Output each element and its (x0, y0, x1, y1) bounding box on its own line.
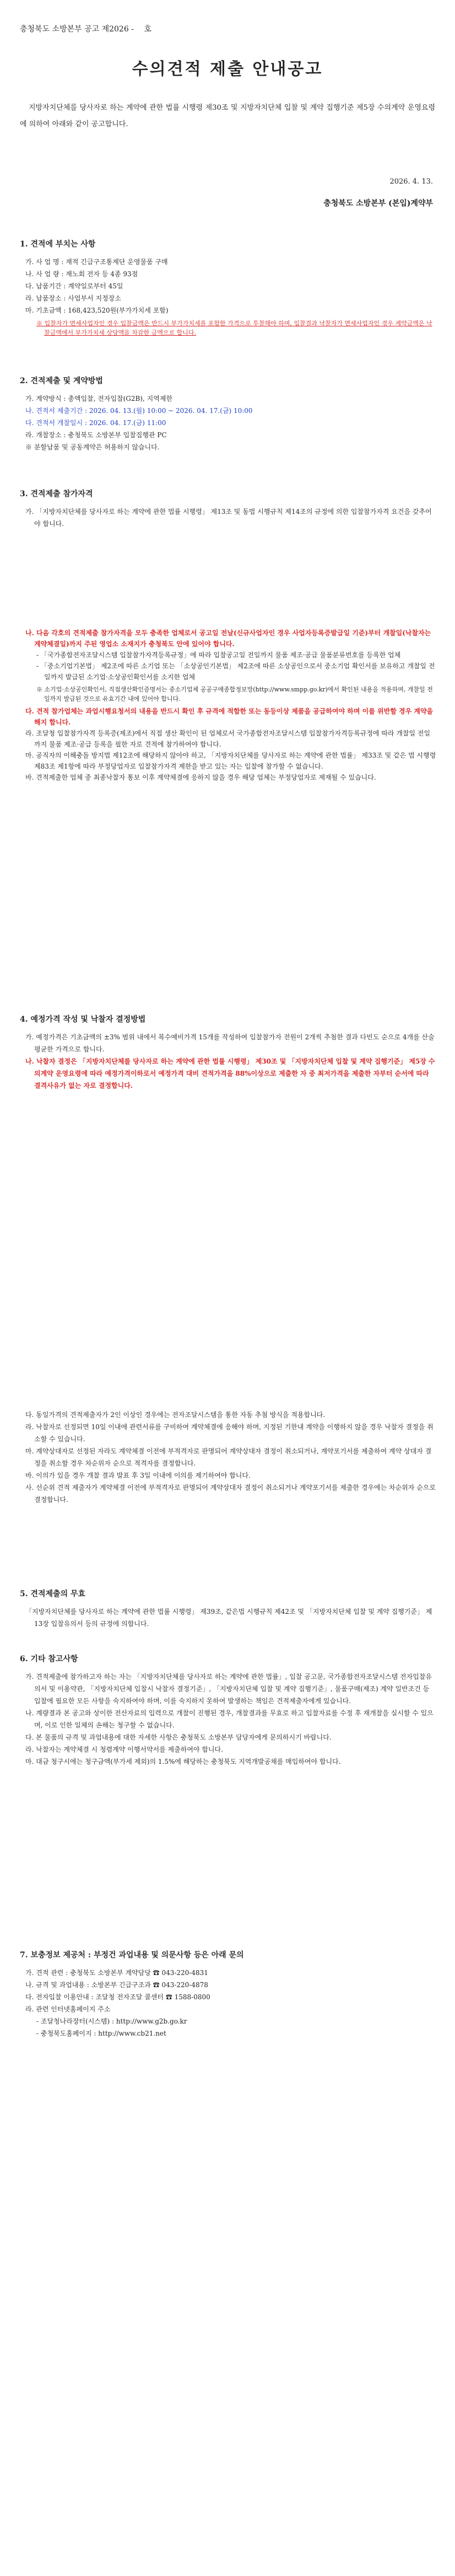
list-item: 라. 낙찰자는 계약체결 시 청렴계약 이행서약서를 제출하여야 합니다. (25, 1746, 223, 1753)
list-item: 라. 낙찰자로 선정되면 10일 이내에 관련서류를 구비하여 계약체결에 응해야 하며, 지정된 기한내 계약을 이행하지 않을 경우 낙찰자 결정을 취소할 수 있습니다. (25, 1423, 434, 1443)
section-invalid (20, 1588, 436, 1630)
list-item: 다. 견적 참가업체는 과업시행요청서의 내용을 반드시 확인 후 규격에 적합한 또는 동등이상 제품을 공급하여야 하며 이를 위반할 경우 계약을 해지 합니다. (25, 707, 434, 726)
list-item: 라. 조달청 입찰참가자격 등록증(제조)에서 직접 생산 확인이 된 업체로서 국가종합전자조달시스템 입찰참가자격등록규정에 따라 개찰일 전일까지 물품 제조·공급 등록을 필한 자로 견적에 참가하여야 합니다. (25, 729, 431, 748)
list-item: 가. 「지방자치단체를 당사자로 하는 계약에 관한 법률 시행령」 제13조 및 동법 시행규칙 제14조의 규정에 의한 입찰참가자격 요건을 갖추어야 합니다. (25, 508, 432, 528)
list-item: 마. 공직자의 이해충돌 방지법 제12조에 해당하지 않아야 하고, 「지방자치단체를 당사자로 하는 계약에 관한 법률」 제33조 및 같은 법 시행령 제83조 제1항에 따라 부정당업자로 입찰참가자격 제한을 받고 있는 자는 입찰에 참가할 수 없습니다. (25, 752, 436, 770)
list-item: 라. 관련 인터넷홈페이지 주소 (25, 2005, 111, 2013)
list-item: 마. 대금 청구시에는 청구금액(부가세 제외)의 1.5%에 해당하는 충청북도 지역개발공채를 매입하여야 합니다. (25, 1758, 341, 1765)
list-item: 「지방자치단체를 당사자로 하는 계약에 관한 법률 시행령」 제39조, 같은법 시행규칙 제42조 및 「지방자치단체 입찰 및 계약 집행기준」 제13장 입찰유의서 등의 규정에 의합니다. (25, 1608, 432, 1628)
list-item: 나. 계량결과 본 공고와 상이한 전산자료의 입력으로 개찰이 진행된 경우, 개찰결과를 무효로 하고 입찰자료를 수정 후 재개찰을 실시할 수 있으며, 이로 인한 일체의 손해는 청구할 수 없습니다. (25, 1709, 434, 1729)
vat-note: ※ 입찰자가 면세사업자인 경우 입찰금액은 반드시 부가가치세를 포함한 가격으로 투찰해야 하며, 입찰결과 낙찰자가 면세사업자인 경우 계약금액은 낙찰금액에서 부가가치세 상당액을 차감한 금액으로 합니다. (36, 320, 432, 336)
list-item: 바. 견적제출한 업체 중 최종낙찰자 통보 이후 계약체결에 응하지 않을 경우 해당 업체는 부정당업자로 제재될 수 있습니다. (25, 774, 376, 781)
list-item: 나. 사 업 량 : 재노회 전자 등 4종 93점 (25, 270, 138, 278)
section-title: 4. 예정가격 작성 및 낙찰자 결정방법 (20, 1015, 146, 1024)
list-item: 마. 계약상대자로 선정된 자라도 계약체결 이전에 부적격자로 판명되어 계약상대자 결정이 취소되거나, 계약포기서를 제출하여 계약 상대자 결정을 취소할 경우 차순위자 순으로 적격자를 결정합니다. (25, 1447, 432, 1467)
list-item: ※ 분할납품 및 공동계약은 허용하지 않습니다. (25, 443, 160, 451)
list-item: 사. 선순위 견적 제출자가 계약체결 이전에 부적격자로 판명되어 계약상대자 결정이 취소되거나 계약포기서를 제출한 경우에는 차순위자 순으로 결정합니다. (25, 1484, 436, 1504)
section-title: 7. 보충정보 제공처 : 부정건 과업내용 및 의문사항 등은 아래 문의 (20, 1951, 244, 1960)
intro-paragraph: 지방자치단체를 당사자로 하는 계약에 관한 법률 시행령 제30조 및 지방자치단체 입찰 및 계약 집행기준 제5장 수의계약 운영요령에 의하여 아래와 같이 공고합니다. (20, 104, 435, 128)
list-item: 다. 본 물품의 규격 및 과업내용에 대한 자세한 사항은 충청북도 소방본부 담당자에게 문의하시기 바랍니다. (25, 1734, 332, 1741)
list-item: 라. 개찰장소 : 충청북도 소방본부 입찰집행관 PC (25, 431, 167, 439)
list-item: 다. 동일가격의 견적제출자가 2인 이상인 경우에는 전자조달시스템을 통한 자동 추첨 방식을 적용합니다. (25, 1411, 326, 1419)
list-item: 마. 기초금액 : 168,423,520원(부가가치세 포함) (25, 307, 169, 314)
announcement-date: 2026. 4. 13. (389, 178, 433, 186)
list-item: - 조달청나라장터(시스템) : http://www.g2b.go.kr (36, 2017, 187, 2025)
list-item: 바. 이의가 있을 경우 개찰 결과 발표 후 3일 이내에 이의를 제기하여야 합니다. (25, 1472, 251, 1479)
list-item: 나. 견적서 제출기간 : 2026. 04. 13.(월) 10:00 ~ 2026. 04. 17.(금) 10:00 (25, 407, 253, 415)
note-item: ※ 소기업·소상공인확인서, 직접생산확인증명서는 중소기업체 공공구매종합정보망(http://www.smpp.go.kr)에서 확인된 내용을 적용하며, 개찰일 전일까지 발급된 것으로 유효기간 내에 있어야 합니다. (36, 686, 433, 702)
list-item: 다. 납품기간 : 계약일로부터 45일 (25, 282, 123, 290)
list-item: 나. 규격 및 과업내용 : 소방본부 긴급구조과 ☎ 043-220-4878 (25, 1981, 208, 1989)
list-item: 다. 견적서 개찰일시 : 2026. 04. 17.(금) 11:00 (25, 419, 166, 427)
list-item: 가. 견적제출에 참가하고자 하는 자는 「지방자치단체를 당사자로 하는 계약에 관한 법률」, 입찰 공고문, 국가종합전자조달시스템 전자입찰유의서 및 이용약관, 「지방자치단체 입찰시 낙찰자 결정기준」, 「지방자치단체 입찰 및 계약 집행기준」, 물품구매(제조) 계약 일반조건 등 입찰에 필요한 모든 사항을 숙지하여야 하며, 이를 숙지하지 못하여 발생하는 책임은 견적제출자에게 있습니다. (25, 1673, 432, 1705)
list-item: 나. 낙찰자 결정은 「지방자치단체를 당사자로 하는 계약에 관한 법률 시행령」 제30조 및 「지방자치단체 입찰 및 계약 집행기준」 제5장 수의계약 운영요령에 따라 예정가격이하로서 예정가격 대비 견적가격을 88%이상으로 제출한 자 중 최저가격을 제출한 자부터 순서에 따라 결격사유가 없는 자로 결정합니다. (25, 1058, 435, 1090)
list-item: 가. 사 업 명 : 재적 긴급구조통제단 운영물품 구매 (25, 258, 168, 266)
section-submission (20, 375, 436, 453)
page-title: 수의견적 제출 안내공고 (132, 60, 323, 79)
list-item: - 「중소기업기본법」 제2조에 따른 소기업 또는 「소상공인기본법」 제2조에 따른 소상공인으로서 중소기업 확인서를 보유하고 개찰일 전일까지 발급된 소기업·소상공인확인서를 소지한 업체 (36, 662, 435, 681)
section-title: 6. 기타 참고사항 (20, 1655, 78, 1663)
section-contacts (20, 1949, 436, 2040)
list-item: 가. 견적 관련 : 충청북도 소방본부 계약담당 ☎ 043-220-4831 (25, 1969, 208, 1977)
section-title: 3. 견적제출 참가자격 (20, 490, 93, 498)
section-title: 1. 견적에 부치는 사항 (20, 240, 96, 249)
list-item: 나. 다음 각호의 견적제출 참가자격을 모두 충족한 업체로서 공고일 전날(신규사업자인 경우 사업자등록증발급일 기준)부터 개찰일(낙찰자는 계약체결일)까지 주된 영업소 소재지가 충청북도 안에 있어야 합니다. (25, 629, 431, 648)
list-item: 라. 납품장소 : 사업부서 지정장소 (25, 294, 121, 302)
section-eligibility (20, 488, 436, 530)
section-price-decision (20, 1013, 436, 1092)
section-notes (20, 1653, 436, 1768)
list-item: - 충청북도홈페이지 : http://www.cb21.net (36, 2030, 166, 2037)
section-title: 5. 견적제출의 무효 (20, 1590, 86, 1598)
issuer-name: 충청북도 소방본부 (본입)계약부 (323, 199, 433, 208)
section-items (20, 238, 436, 340)
list-item: 가. 계약방식 : 총액입찰, 전자입찰(G2B), 지역제한 (25, 395, 173, 402)
section-price-decision-more (20, 1409, 436, 1506)
list-item: - 「국가종합전자조달시스템 입찰참가자격등록규정」에 따라 입찰공고일 전일까지 물품 제조·공급 물품분류번호를 등록한 업체 (36, 651, 401, 659)
document-number: 충청북도 소방본부 공고 제2026 - 호 (20, 25, 151, 34)
list-item: 가. 예정가격은 기초금액의 ±3% 범위 내에서 복수예비가격 15개를 작성하여 입찰참가자 전원이 2개씩 추첨한 결과 다빈도 순으로 4개를 산술평균한 가격으로 합니다. (25, 1033, 435, 1053)
section-eligibility-details (20, 627, 436, 783)
list-item: 다. 전자입찰 이용안내 : 조달청 전자조달 콜센터 ☎ 1588-0800 (25, 1993, 210, 2001)
section-title: 2. 견적제출 및 계약방법 (20, 377, 103, 385)
